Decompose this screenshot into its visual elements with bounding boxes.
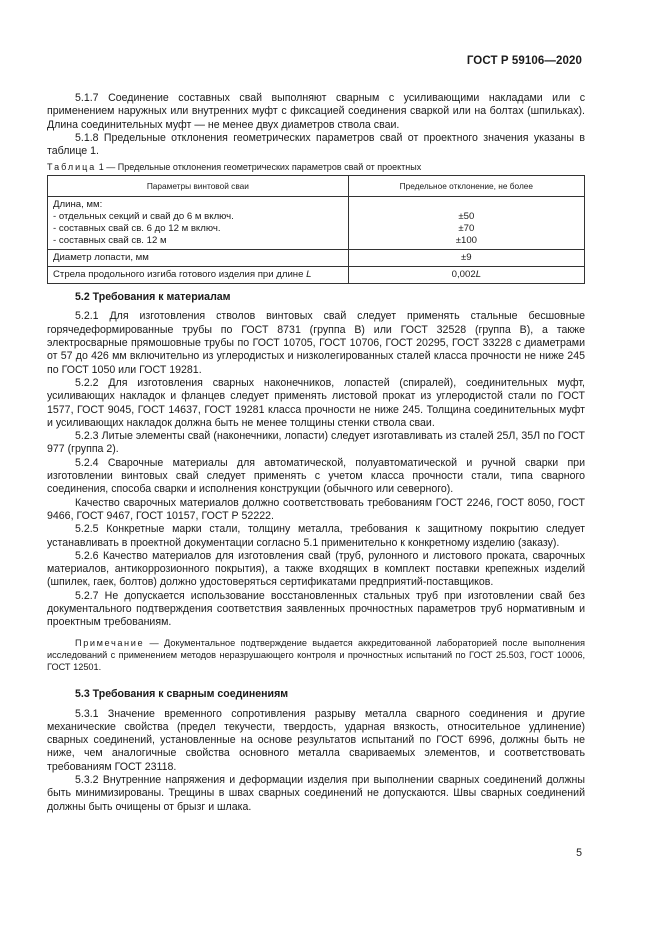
- paragraph-5-2-3: 5.2.3 Литые элементы свай (наконечники, лопасти) следует изготавливать из сталей 25Л, 35Л по ГОСТ 977 (группа 2).: [47, 430, 585, 456]
- section-5-2-title: 5.2 Требования к материалам: [75, 291, 231, 304]
- paragraph-5-1-7: 5.1.7 Соединение составных свай выполняют сварным с усиливающими накладами или с применением наружных или внутренних муфт с фиксацией соединения сваркой или на болтах (шпильках). Длина соединительных муфт — не менее двух диаметров ствола сваи.: [47, 92, 585, 131]
- table-cell-diameter-value: ±9: [348, 250, 584, 267]
- paragraph-5-2-4-quality: Качество сварочных материалов должно соответствовать требованиям ГОСТ 2246, ГОСТ 8050, ГОСТ 9466, ГОСТ 9467, ГОСТ 10157, ГОСТ Р 52222.: [47, 496, 585, 522]
- param-line: Длина, мм:: [53, 199, 103, 211]
- section-5-3-title: 5.3 Требования к сварным соединениям: [75, 687, 289, 700]
- bend-param-text: Стрела продольного изгиба готового изделия при длине: [53, 269, 307, 281]
- paragraph-5-3-1: 5.3.1 Значение временного сопротивления разрыву металла сварного соединения и другие механические свойства (предел текучести, твердость, ударная вязкость, относительное удлинение) сварных соединений, установленные на основе результатов испытаний по ГОСТ 6996, должны быть не ниже, чем аналогичные свойства основного металла свариваемых элементов, и соответствовать требованиям ГОСТ 23118.: [47, 707, 585, 773]
- paragraph-5-2-7: 5.2.7 Не допускается использование восстановленных стальных труб при изготовлении свай без документального подтверждения соответствия заявленных прочностных параметров труб нормативным и проектным требованиям.: [47, 589, 585, 629]
- table-header-deviation: Предельное отклонение, не более: [348, 176, 584, 197]
- paragraph-5-2-4: 5.2.4 Сварочные материалы для автоматической, полуавтоматической и ручной сварки при изготовлении винтовых свай следует применять с учетом класса прочности стали, типа сварного соединения, способа сварки и исполнения конструкции (обычного или северного).: [47, 456, 585, 496]
- bend-value-number: 0,002: [451, 269, 476, 281]
- paragraph-5-2-5: 5.2.5 Конкретные марки стали, толщину металла, требования к защитному покрытию следует устанавливать в проектной документации согласно 5.1 применительно к конкретному изделию (заказу).: [47, 523, 585, 549]
- param-line: - отдельных секций и свай до 6 м включ.: [53, 211, 234, 223]
- param-line: - составных свай св. 12 м: [53, 235, 167, 247]
- table-caption: [47, 162, 585, 172]
- paragraph-5-1-8: 5.1.8 Предельные отклонения геометрических параметров свай от проектного значения указаны в таблице 1.: [47, 131, 585, 158]
- value-line: ±70: [458, 223, 475, 235]
- paragraph-5-3-2: 5.3.2 Внутренние напряжения и деформации изделия при выполнении сварных соединений должны быть минимизированы. Трещины в швах сварных соединений не допускаются. Швы сварных соединений должны быть очищены от брызг и шлака.: [47, 773, 585, 813]
- page-number: 5: [576, 847, 582, 859]
- document-header: ГОСТ Р 59106—2020: [466, 55, 582, 67]
- table-caption-text: 1 — Предельные отклонения геометрических параметров свай от проектных: [96, 162, 422, 173]
- document-body: [47, 92, 585, 814]
- table-header-row: [48, 176, 585, 197]
- table-cell-diameter-param: Диаметр лопасти, мм: [48, 250, 349, 267]
- table-row: [48, 197, 585, 250]
- paragraph-5-2-6: 5.2.6 Качество материалов для изготовления свай (труб, рулонного и листового проката, сварочных материалов, антикоррозионного покрытия), а также входящих в комплект поставки крепежных изделий (шпилек, гаек, болтов) должно удостоверяться сертификатами предприятий-поставщиков.: [47, 549, 585, 589]
- table-caption-label: Таблица: [47, 162, 97, 173]
- note: [47, 637, 585, 674]
- table-cell-bend-param: [48, 267, 349, 284]
- note-text: — Документальное подтверждение выдается аккредитованной лабораторией после выполнения исследований с применением методов неразрушающего контроля и прочностных испытаний по ГОСТ 25.503, ГОСТ 10006, ГОСТ 12501.: [47, 637, 585, 673]
- note-label: Примечание: [75, 637, 145, 648]
- bend-param-var: L: [306, 269, 312, 281]
- table-cell-length-values: [348, 197, 584, 250]
- bend-value-var: L: [475, 269, 482, 281]
- table-row: [48, 267, 585, 284]
- table-cell-length-params: [48, 197, 349, 250]
- table-row: [48, 250, 585, 267]
- paragraph-5-2-1: 5.2.1 Для изготовления стволов винтовых свай следует применять стальные бесшовные горячедеформированные трубы по ГОСТ 8731 (группа В) или ГОСТ 32528 (группа В), а также электросварные прямошовные трубы по ГОСТ 10705, ГОСТ 10706, ГОСТ 20295, ГОСТ 33228 с диаметрами от 57 до 426 мм включительно из углеродистых и низколегированных сталей класса прочности не ниже 245 по ГОСТ 1050 или ГОСТ 19281.: [47, 310, 585, 376]
- table-cell-bend-value: [348, 267, 584, 284]
- paragraph-5-2-2: 5.2.2 Для изготовления сварных наконечников, лопастей (спиралей), соединительных муфт, усиливающих накладок и фланцев следует применять листовой прокат из углеродистой стали по ГОСТ 1577, ГОСТ 9045, ГОСТ 14637, ГОСТ 19281 класса прочности не ниже 245. Толщина соединительных муфт и усиливающих накладок должна быть не менее толщины стенки ствола сваи.: [47, 376, 585, 429]
- param-line: - составных свай св. 6 до 12 м включ.: [53, 223, 221, 235]
- value-line: ±50: [458, 211, 475, 223]
- deviation-table: [47, 175, 585, 284]
- value-line: ±100: [455, 235, 477, 247]
- table-header-params: Параметры винтовой сваи: [48, 176, 349, 197]
